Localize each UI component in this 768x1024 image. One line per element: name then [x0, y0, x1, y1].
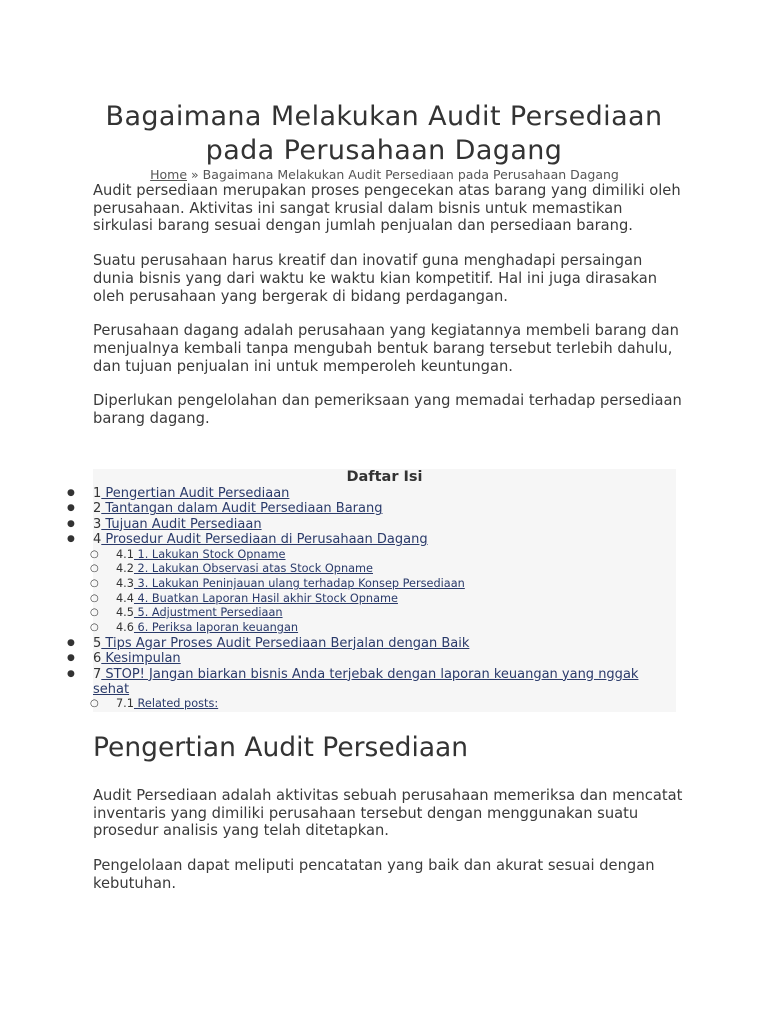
toc-item [67, 651, 676, 667]
toc-item-number: 6 [93, 651, 102, 667]
breadcrumb-home-link[interactable]: Home [150, 167, 188, 182]
toc-link[interactable]: Pengertian Audit Persediaan [101, 486, 290, 501]
section-paragraph: Pengelolaan dapat meliputi pencatatan yang baik dan akurat sesuai dengan kebutuhan. [93, 857, 655, 892]
toc-sublink[interactable]: Related posts: [133, 697, 219, 711]
toc-item-number: 4 [93, 532, 102, 548]
toc-subitem [90, 606, 676, 621]
toc-subitem [90, 577, 676, 592]
toc-sublink[interactable]: 3. Lakukan Peninjauan ulang terhadap Konsep Persediaan [133, 577, 465, 591]
toc-item [67, 666, 676, 713]
breadcrumb-current: Bagaimana Melakukan Audit Persediaan pada Perusahaan Dagang [202, 167, 619, 182]
toc-item [67, 635, 676, 651]
toc-item-number: 1 [93, 486, 102, 501]
toc-link[interactable]: Tujuan Audit Persediaan [101, 516, 262, 532]
intro-paragraph: Perusahaan dagang adalah perusahaan yang kegiatannya membeli barang dan menjualnya kembali tanpa mengubah bentuk barang tersebut terlebih dahulu, dan tujuan penjualan ini untuk memperoleh keuntungan. [93, 322, 679, 375]
section-heading: Pengertian Audit Persediaan [93, 732, 469, 763]
bullet-icon: ● [67, 503, 75, 514]
toc-link[interactable]: Tips Agar Proses Audit Persediaan Berjalan dengan Baik [101, 635, 470, 651]
toc-sublink[interactable]: 6. Periksa laporan keuangan [133, 621, 299, 635]
toc-link[interactable]: Kesimpulan [101, 651, 181, 667]
circle-bullet-icon: ○ [90, 548, 99, 560]
section-paragraph: Audit Persediaan adalah aktivitas sebuah perusahaan memeriksa dan mencatat inventaris yang dimiliki perusahaan tersebut dengan menggunakan suatu prosedur analisis yang telah ditetapkan. [93, 787, 683, 840]
toc-subitem-number: 4.5 [116, 606, 134, 620]
toc-list [67, 486, 676, 712]
intro-paragraph: Diperlukan pengelolahan dan pemeriksaan yang memadai terhadap persediaan barang dagang. [93, 392, 682, 428]
bullet-icon: ● [67, 653, 75, 664]
circle-bullet-icon: ○ [90, 592, 99, 604]
toc-sublist [90, 697, 676, 712]
toc-subitem [90, 697, 676, 712]
table-of-contents [67, 469, 676, 712]
bullet-icon: ● [67, 637, 75, 648]
toc-subitem [90, 591, 676, 607]
circle-bullet-icon: ○ [90, 578, 99, 590]
toc-subitem-number: 7.1 [116, 697, 134, 711]
toc-subitem [90, 621, 676, 636]
toc-item-number: 7 [93, 666, 102, 682]
toc-link[interactable]: Tantangan dalam Audit Persediaan Barang [101, 501, 383, 517]
toc-title: Daftar Isi [346, 469, 423, 485]
bullet-icon: ● [67, 518, 75, 529]
toc-subitem-number: 4.4 [116, 591, 134, 605]
toc-item-number: 3 [93, 516, 102, 532]
breadcrumb-separator: » [187, 167, 203, 182]
bullet-icon: ● [67, 668, 75, 679]
toc-subitem-number: 4.3 [116, 577, 134, 591]
circle-bullet-icon: ○ [90, 563, 99, 575]
toc-sublink[interactable]: 1. Lakukan Stock Opname [133, 547, 286, 561]
toc-sublink[interactable]: 4. Buatkan Laporan Hasil akhir Stock Opname [133, 591, 398, 605]
bullet-icon: ● [67, 534, 75, 545]
toc-link[interactable]: STOP! Jangan biarkan bisnis Anda terjebak dengan laporan keuangan yang nggak sehat [93, 666, 639, 698]
toc-item [67, 532, 676, 636]
circle-bullet-icon: ○ [90, 698, 99, 710]
toc-subitem [90, 547, 676, 563]
toc-sublink[interactable]: 5. Adjustment Persediaan [133, 606, 283, 620]
toc-sublist [90, 547, 676, 636]
toc-subitem [90, 562, 676, 577]
toc-item-number: 5 [93, 635, 102, 651]
toc-subitem-number: 4.2 [116, 562, 134, 576]
circle-bullet-icon: ○ [90, 622, 99, 634]
toc-item [67, 501, 676, 517]
section-content [93, 787, 683, 910]
toc-link[interactable]: Prosedur Audit Persediaan di Perusahaan Dagang [101, 532, 428, 548]
toc-item-number: 2 [93, 501, 102, 517]
intro-paragraph: Audit persediaan merupakan proses pengecekan atas barang yang dimiliki oleh perusahaan. Aktivitas ini sangat krusial dalam bisnis untuk memastikan sirkulasi barang sesuai dengan jumlah penjualan dan persediaan barang. [93, 182, 681, 235]
intro-paragraph: Suatu perusahaan harus kreatif dan inovatif guna menghadapi persaingan dunia bisnis yang dari waktu ke waktu kian kompetitif. Hal ini juga dirasakan oleh perusahaan yang bergerak di bidang perdagangan. [93, 252, 658, 305]
toc-sublink[interactable]: 2. Lakukan Observasi atas Stock Opname [133, 562, 373, 576]
toc-subitem-number: 4.6 [116, 621, 134, 635]
toc-item [67, 486, 676, 501]
circle-bullet-icon: ○ [90, 607, 99, 619]
intro-content [93, 182, 683, 445]
toc-item [67, 516, 676, 532]
toc-subitem-number: 4.1 [116, 547, 134, 561]
page-title: Bagaimana Melakukan Audit Persediaan pada Perusahaan Dagang [105, 101, 663, 166]
bullet-icon: ● [67, 488, 75, 498]
breadcrumb [93, 167, 676, 183]
